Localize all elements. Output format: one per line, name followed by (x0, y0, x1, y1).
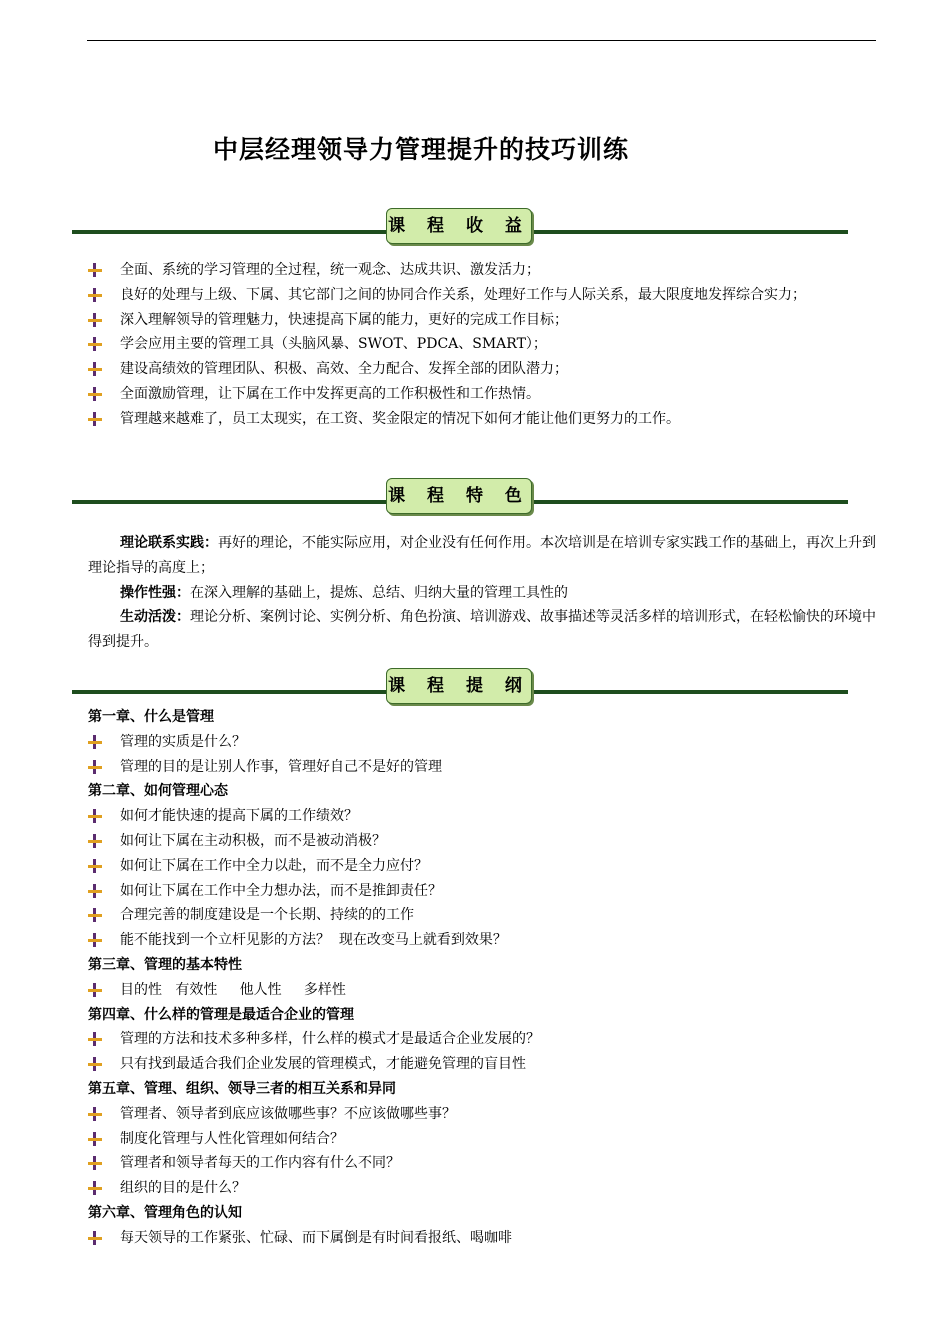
list-item: 能不能找到一个立杆见影的方法？ 现在改变马上就看到效果？ (88, 928, 878, 953)
list-item: 全面激励管理，让下属在工作中发挥更高的工作积极性和工作热情。 (88, 382, 878, 407)
arrow-bullet-icon (88, 1132, 102, 1146)
arrow-bullet-icon (88, 1156, 102, 1170)
list-item: 管理的方法和技术多种多样，什么样的模式才是最适合企业发展的？ (88, 1027, 878, 1052)
section-heading-features: 课 程 特 色 (386, 478, 532, 514)
arrow-bullet-icon (88, 263, 102, 277)
list-item: 合理完善的制度建设是一个长期、持续的的工作 (88, 903, 878, 928)
list-item: 深入理解领导的管理魅力，快速提高下属的能力，更好的完成工作目标； (88, 308, 878, 333)
arrow-bullet-icon (88, 1231, 102, 1245)
arrow-bullet-icon (88, 884, 102, 898)
arrow-bullet-icon (88, 933, 102, 947)
arrow-bullet-icon (88, 1032, 102, 1046)
arrow-bullet-icon (88, 983, 102, 997)
list-item: 只有找到最适合我们企业发展的管理模式，才能避免管理的盲目性 (88, 1052, 878, 1077)
list-item: 管理者、领导者到底应该做哪些事？不应该做哪些事？ (88, 1102, 878, 1127)
arrow-bullet-icon (88, 859, 102, 873)
header-rule (87, 40, 876, 41)
list-item: 如何才能快速的提高下属的工作绩效？ (88, 804, 878, 829)
list-item: 每天领导的工作紧张、忙碌、而下属倒是有时间看报纸、喝咖啡 (88, 1226, 878, 1251)
chapter-title: 第二章、如何管理心态 (88, 783, 228, 800)
list-item: 如何让下属在主动积极，而不是被动消极？ (88, 829, 878, 854)
list-item: 管理的目的是让别人作事，管理好自己不是好的管理 (88, 755, 878, 780)
list-item: 全面、系统的学习管理的全过程，统一观念、达成共识、激发活力； (88, 258, 878, 283)
arrow-bullet-icon (88, 313, 102, 327)
arrow-bullet-icon (88, 809, 102, 823)
feature-paragraph: 生动活泼：理论分析、案例讨论、实例分析、角色扮演、培训游戏、故事描述等灵活多样的培训形式，在轻松愉快的环境中得到提升。 (88, 609, 876, 651)
arrow-bullet-icon (88, 387, 102, 401)
chapter-title: 第三章、管理的基本特性 (88, 956, 242, 973)
chapter-title: 第四章、什么样的管理是最适合企业的管理 (88, 1006, 354, 1023)
arrow-bullet-icon (88, 760, 102, 774)
list-item: 管理越来越难了，员工太现实，在工资、奖金限定的情况下如何才能让他们更努力的工作。 (88, 407, 878, 432)
chapter-items (88, 804, 878, 953)
benefits-list (88, 258, 878, 432)
section-heading-benefits: 课 程 收 益 (386, 208, 532, 244)
arrow-bullet-icon (88, 337, 102, 351)
list-item: 组织的目的是什么？ (88, 1176, 878, 1201)
list-item: 如何让下属在工作中全力想办法，而不是推卸责任？ (88, 879, 878, 904)
feature-paragraph: 理论联系实践：再好的理论，不能实际应用，对企业没有任何作用。本次培训是在培训专家实践工作的基础上，再次上升到理论指导的高度上； (88, 535, 876, 576)
list-item: 管理的实质是什么？ (88, 730, 878, 755)
arrow-bullet-icon (88, 1107, 102, 1121)
arrow-bullet-icon (88, 1181, 102, 1195)
chapter-title: 第五章、管理、组织、领导三者的相互关系和异同 (88, 1080, 396, 1097)
chapter-items (88, 1027, 878, 1077)
section-heading-outline: 课 程 提 纲 (386, 668, 532, 704)
list-item: 学会应用主要的管理工具（头脑风暴、SWOT、PDCA、SMART）； (88, 332, 878, 357)
chapter-items (88, 1226, 878, 1251)
arrow-bullet-icon (88, 1057, 102, 1071)
list-item: 管理者和领导者每天的工作内容有什么不同？ (88, 1151, 878, 1176)
chapter-items (88, 978, 878, 1003)
course-outline (88, 705, 878, 1251)
chapter-items (88, 730, 878, 780)
arrow-bullet-icon (88, 288, 102, 302)
feature-paragraph: 操作性强：在深入理解的基础上，提炼、总结、归纳大量的管理工具性的 (120, 584, 568, 601)
list-item: 目的性 有效性 他人性 多样性 (88, 978, 878, 1003)
page-title: 中层经理领导力管理提升的技巧训练 (212, 135, 629, 164)
chapter-title: 第六章、管理角色的认知 (88, 1204, 242, 1221)
list-item: 制度化管理与人性化管理如何结合？ (88, 1127, 878, 1152)
list-item: 如何让下属在工作中全力以赴，而不是全力应付？ (88, 854, 878, 879)
feature-label: 操作性强： (120, 584, 190, 601)
arrow-bullet-icon (88, 362, 102, 376)
list-item: 建设高绩效的管理团队、积极、高效、全力配合、发挥全部的团队潜力； (88, 357, 878, 382)
chapter-items (88, 1102, 878, 1201)
feature-label: 理论联系实践： (120, 535, 218, 551)
feature-label: 生动活泼： (120, 609, 190, 626)
arrow-bullet-icon (88, 735, 102, 749)
list-item: 良好的处理与上级、下属、其它部门之间的协同合作关系，处理好工作与人际关系，最大限度地发挥综合实力； (88, 283, 878, 308)
arrow-bullet-icon (88, 908, 102, 922)
arrow-bullet-icon (88, 834, 102, 848)
arrow-bullet-icon (88, 412, 102, 426)
chapter-title: 第一章、什么是管理 (88, 709, 214, 725)
